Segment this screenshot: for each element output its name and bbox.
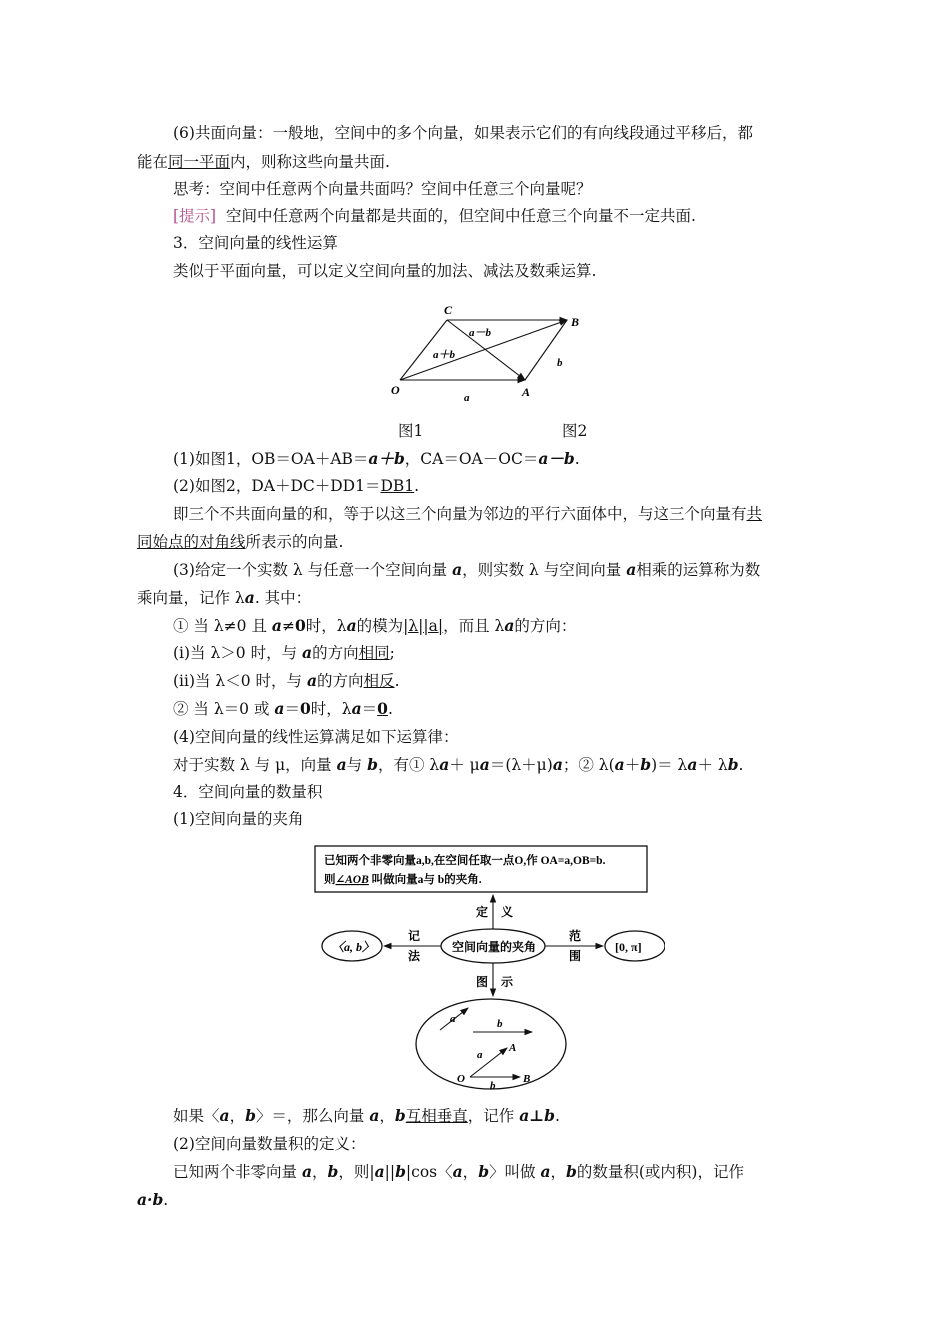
sample-label-b: b [497, 1018, 503, 1030]
case1-ii: (ⅱ)当 λ＜0 时，与 a的方向相反. [173, 671, 400, 690]
section4-title: 4．空间向量的数量积 [173, 783, 323, 801]
case1: ① 当 λ≠0 且 a≠0时，λa的模为|λ||a|，而且 λa的方向： [173, 616, 577, 635]
angle-label-b: b [490, 1080, 496, 1092]
label-ding: 定 [476, 905, 489, 919]
coplanar-def-line1: (6)共面向量：一般地，空间中的多个向量，如果表示它们的有向线段通过平移后，都 [173, 124, 753, 142]
angle-concept-diagram [310, 840, 665, 1100]
angle-label-o: O [457, 1073, 465, 1085]
section4-1: (1)空间向量的夹角 [173, 810, 304, 828]
range-label: [0, π] [615, 940, 642, 954]
definition-line1: 已知两个非零向量a,b,在空间任取一点O,作 OA=a,OB=b. [324, 855, 606, 867]
coplanar-def-line2: 能在同一平面内，则称这些向量共面. [137, 153, 390, 171]
perpendicular-line: 如果〈a，b〉＝，那么向量 a，b互相垂直，记作 a⊥b. [173, 1106, 560, 1125]
sum-line1: 即三个不共面向量的和，等于以这三个向量为邻边的平行六面体中，与这三个向量有共 [173, 505, 763, 523]
label-yi: 义 [501, 905, 514, 919]
laws-line: 对于实数 λ 与 μ，向量 a与 b，有① λa＋ μa＝(λ＋μ)a；② λ(a＋b)＝ λa＋ λb. [173, 755, 744, 774]
hint-tag: [提示] [173, 207, 217, 225]
label-wei: 围 [569, 949, 582, 963]
think-question: 思考：空间中任意两个向量共面吗？空间中任意三个向量呢？ [173, 180, 592, 198]
dot-product-line1: 已知两个非零向量 a，b，则|a||b|cos〈a，b〉叫做 a，b的数量积(或内积)，记作 [173, 1162, 744, 1181]
label-tu: 图 [476, 975, 489, 989]
label-a: A [522, 385, 531, 399]
dot-product-line2: a·b. [137, 1190, 169, 1209]
scalar-line1: (3)给定一个实数 λ 与任意一个空间向量 a，则实数 λ 与空间向量 a相乘的运算称为数 [173, 560, 761, 579]
label-vec-b: b [557, 357, 563, 369]
scalar-line2: 乘向量，记作 λa. 其中： [137, 588, 312, 607]
label-b: B [571, 315, 580, 329]
case2: ② 当 λ＝0 或 a＝0时，λa＝0. [173, 699, 393, 718]
label-fa: 法 [408, 949, 421, 963]
center-label: 空间向量的夹角 [452, 940, 537, 954]
fig1-formula: (1)如图1，OB＝OA＋AB＝a＋b，CA＝OA－OC＝a－b. [173, 449, 580, 468]
definition-line2: 则∠AOB 叫做向量a与 b的夹角. [324, 874, 482, 886]
angle-label-point-a: A [509, 1042, 517, 1054]
label-vec-a: a [464, 392, 470, 404]
section4-2: (2)空间向量数量积的定义： [173, 1135, 366, 1153]
caption-fig2: 图2 [562, 422, 588, 440]
label-a-plus-b: a＋b [433, 349, 455, 361]
angle-label-a: a [477, 1049, 483, 1061]
label-shi: 示 [501, 975, 514, 989]
label-c: C [444, 303, 453, 317]
sum-line2: 同始点的对角线所表示的向量. [137, 533, 344, 551]
figure-node [416, 999, 566, 1089]
label-a-minus-b: a－b [469, 327, 491, 339]
parallelogram-figure [385, 300, 595, 410]
sample-label-a: a [450, 1013, 456, 1025]
edge-ab [525, 320, 567, 380]
fig2-formula: (2)如图2，DA＋DC＋DD1＝DB1. [173, 477, 420, 495]
hint-line: [提示] 空间中任意两个向量都是共面的，但空间中任意三个向量不一定共面. [173, 207, 696, 225]
section3-title: 3．空间向量的线性运算 [173, 234, 338, 252]
case1-i: (ⅰ)当 λ＞0 时，与 a的方向相同; [173, 643, 395, 662]
label-o: O [391, 383, 400, 397]
laws-title: (4)空间向量的线性运算满足如下运算律： [173, 728, 459, 746]
label-ji: 记 [408, 929, 421, 943]
caption-fig1: 图1 [398, 422, 424, 440]
notation-label: 〈a, b〉 [332, 940, 375, 954]
label-fan: 范 [569, 929, 582, 943]
angle-label-point-b: B [523, 1073, 531, 1085]
section3-intro: 类似于平面向量，可以定义空间向量的加法、减法及数乘运算. [173, 262, 597, 280]
